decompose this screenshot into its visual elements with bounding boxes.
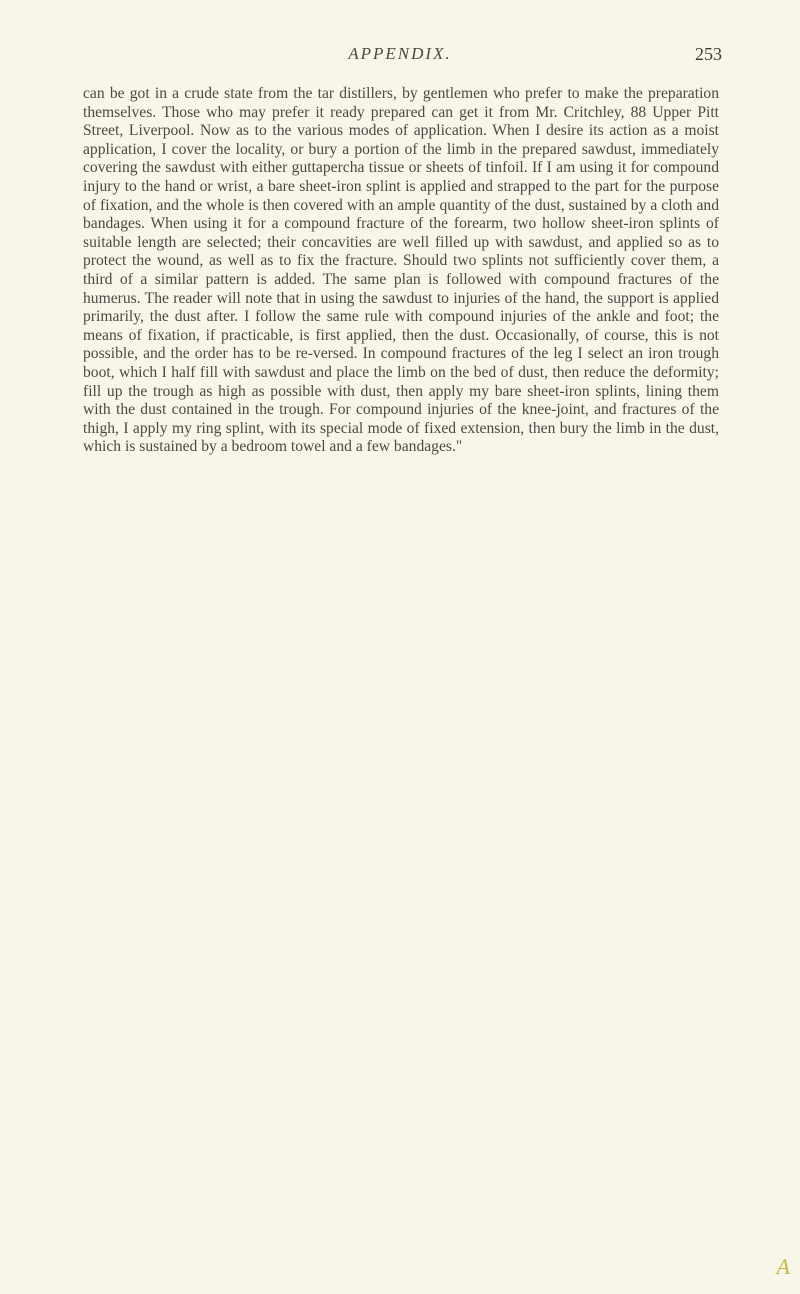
- page-number: 253: [695, 44, 722, 64]
- corner-mark: A: [776, 1254, 790, 1279]
- running-head-title: APPENDIX.: [348, 44, 452, 63]
- body-paragraph: can be got in a crude state from the tar distillers, by gentlemen who prefer to make the preparation themselves. Those who may prefer it ready prepared can get it from Mr. Critchley, 88 Upper Pitt Street, Liverpool. Now as to the various modes of application. When I desire its action as a moist application, I cover the locality, or bury a portion of the limb in the prepared sawdust, immediately covering the sawdust with either guttapercha tissue or sheets of tinfoil. If I am using it for compound injury to the hand or wrist, a bare sheet-iron splint is applied and strapped to the part for the purpose of fixation, and the whole is then covered with an ample quantity of the dust, sustained by a cloth and bandages. When using it for a compound fracture of the forearm, two hollow sheet-iron splints of suitable length are selected; their concavities are well filled up with sawdust, and applied so as to protect the wound, as well as to fix the fracture. Should two splints not sufficiently cover them, a third of a similar pattern is added. The same plan is followed with compound fractures of the humerus. The reader will note that in using the sawdust to injuries of the hand, the support is applied primarily, the dust after. I follow the same rule with compound injuries of the ankle and foot; the means of fixation, if practicable, is first applied, then the dust. Occasionally, of course, this is not possible, and the order has to be re-versed. In compound fractures of the leg I select an iron trough boot, which I half fill with sawdust and place the limb on the bed of dust, then reduce the deformity; fill up the trough as high as possible with dust, then apply my bare sheet-iron splints, lining them with the dust contained in the trough. For compound injuries of the knee-joint, and fractures of the thigh, I apply my ring splint, with its special mode of fixed extension, then bury the limb in the dust, which is sustained by a bedroom towel and a few bandages.": [83, 85, 719, 456]
- running-head: [0, 44, 800, 70]
